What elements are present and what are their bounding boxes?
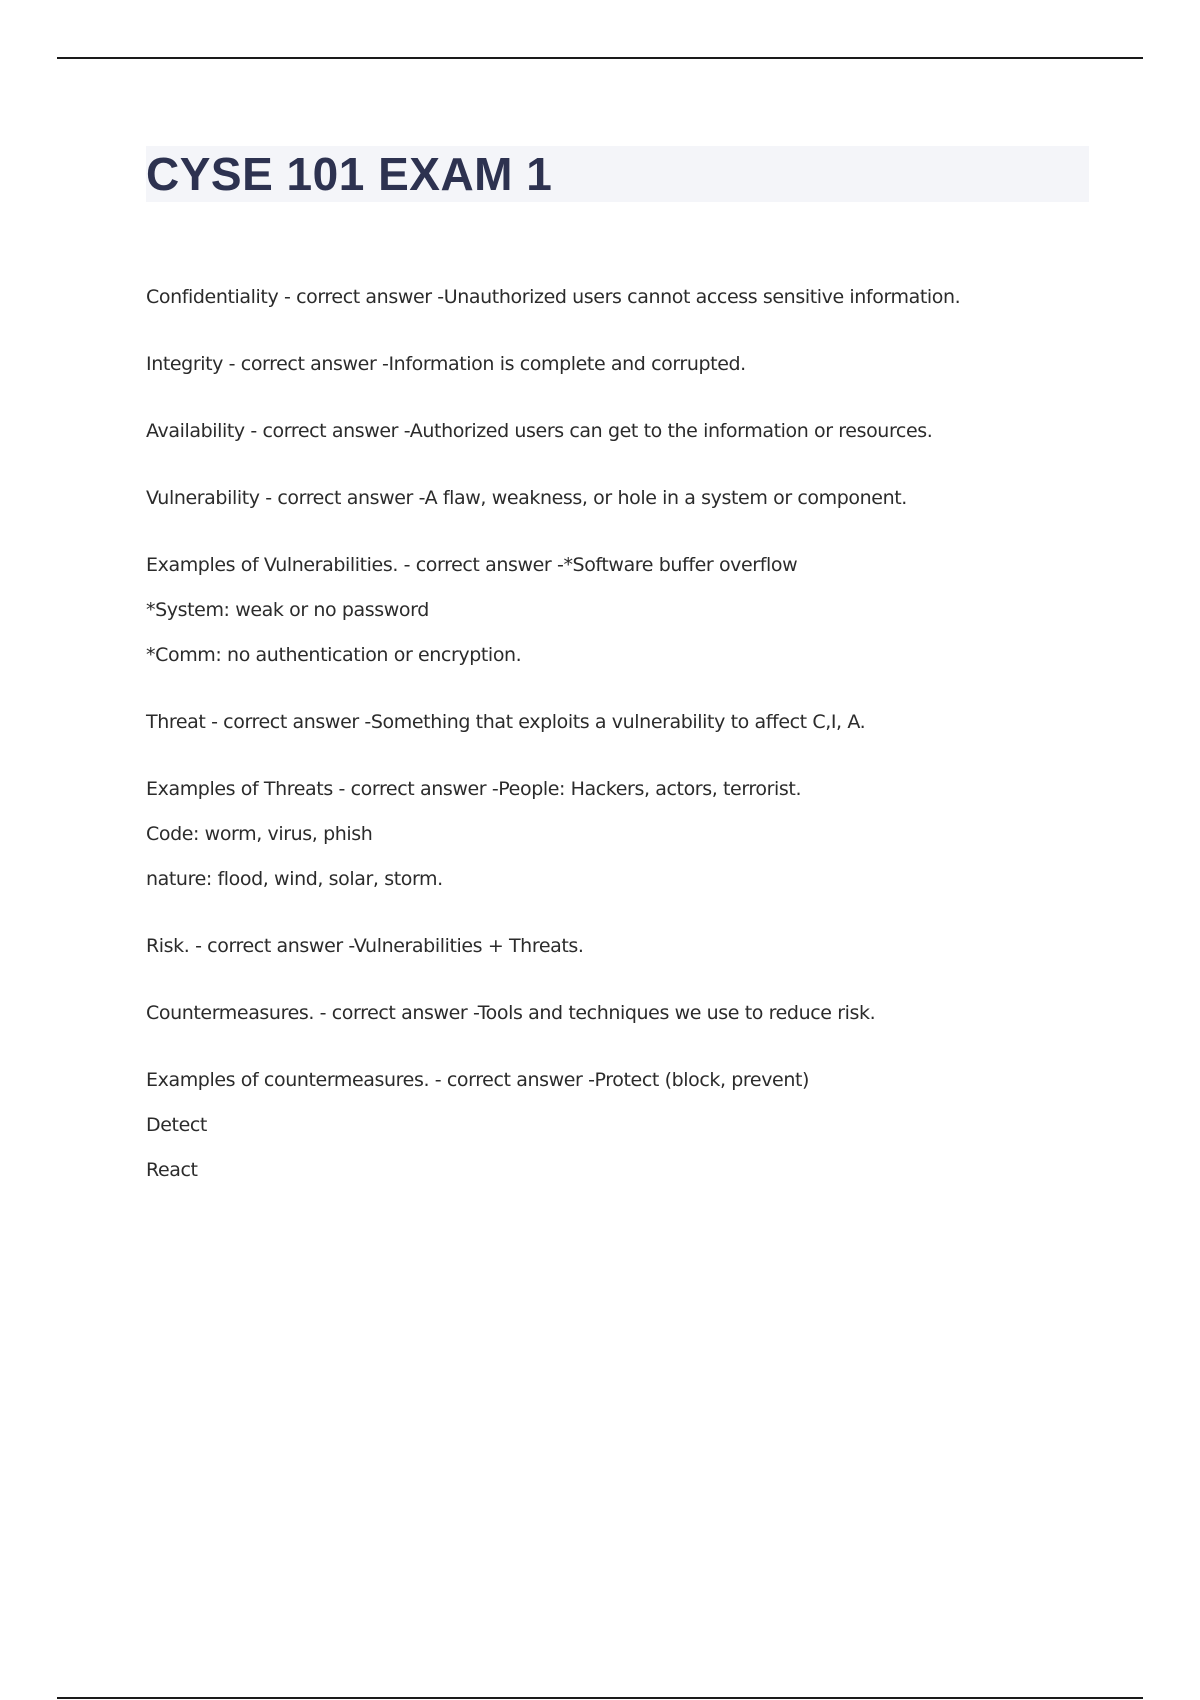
qa-term: Confidentiality [146,286,279,308]
qa-question-line [146,554,1096,576]
qa-answer-line: Detect [146,1114,207,1136]
answer-marker: - correct answer - [259,487,425,509]
qa-answer: Unauthorized users cannot access sensitive information. [443,286,961,308]
qa-question-line [146,1069,1096,1091]
qa-question-line [146,487,1096,509]
qa-question-line [146,1002,1096,1024]
qa-answer: Information is complete and corrupted. [388,353,746,375]
answer-marker: - correct answer - [244,420,410,442]
document-title: CYSE 101 EXAM 1 [146,148,553,200]
qa-term: Examples of countermeasures. [146,1069,430,1091]
qa-item [146,554,1096,666]
answer-marker: - correct answer - [429,1069,595,1091]
qa-answer: Tools and techniques we use to reduce risk. [477,1002,876,1024]
qa-term: Countermeasures. [146,1002,314,1024]
qa-term: Availability [146,420,245,442]
answer-marker: - correct answer - [332,778,499,800]
qa-answer: People: Hackers, actors, terrorist. [498,778,802,800]
qa-answer: Vulnerabilities + Threats. [353,935,584,957]
answer-marker: - correct answer - [189,935,354,957]
qa-item [146,935,1096,957]
qa-answer-line: *System: weak or no password [146,599,429,621]
qa-answer: Something that exploits a vulnerability to affect C,I, A. [370,711,866,733]
qa-term: Examples of Threats [146,778,333,800]
qa-answer-line: Code: worm, virus, phish [146,823,373,845]
qa-item [146,1002,1096,1024]
qa-answer-line: React [146,1159,198,1181]
qa-list [146,286,1096,1226]
answer-marker: - correct answer - [223,353,389,375]
qa-answer: A flaw, weakness, or hole in a system or component. [424,487,907,509]
qa-item [146,778,1096,890]
qa-question-line [146,353,1096,375]
qa-question-line [146,286,1096,308]
qa-term: Vulnerability [146,487,260,509]
qa-item [146,286,1096,308]
answer-marker: - correct answer - [205,711,371,733]
top-rule [57,57,1143,59]
qa-item [146,353,1096,375]
qa-item [146,487,1096,509]
qa-item [146,1069,1096,1181]
qa-term: Risk. [146,935,190,957]
answer-marker: - correct answer - [314,1002,478,1024]
bottom-rule [57,1697,1143,1699]
qa-answer: Protect (block, prevent) [594,1069,810,1091]
qa-answer-line: *Comm: no authentication or encryption. [146,644,522,666]
qa-question-line [146,778,1096,800]
qa-item [146,711,1096,733]
qa-answer-line: nature: flood, wind, solar, storm. [146,868,443,890]
qa-question-line [146,935,1096,957]
qa-item [146,420,1096,442]
qa-term: Threat [146,711,206,733]
qa-term: Integrity [146,353,224,375]
qa-term: Examples of Vulnerabilities. [146,554,398,576]
qa-question-line [146,711,1096,733]
qa-answer: *Software buffer overflow [563,554,798,576]
answer-marker: - correct answer - [398,554,564,576]
qa-question-line [146,420,1096,442]
answer-marker: - correct answer - [278,286,444,308]
qa-answer: Authorized users can get to the information or resources. [409,420,933,442]
